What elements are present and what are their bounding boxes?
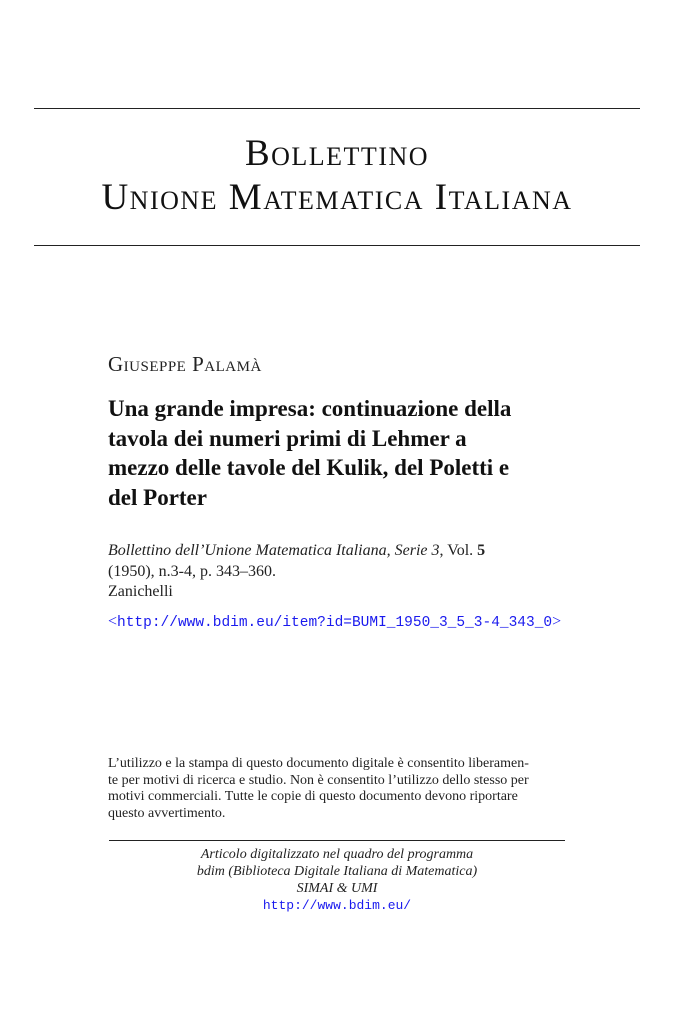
colophon bbox=[109, 846, 565, 914]
url-close-bracket: > bbox=[552, 613, 562, 630]
article-title-line: del Porter bbox=[108, 484, 207, 510]
notice-line: motivi commerciali. Tutte le copie di questo documento devono riportare bbox=[108, 789, 518, 804]
journal-title-line-1: Bollettino bbox=[244, 133, 430, 174]
article-title-line: mezzo delle tavole del Kulik, del Poletti e bbox=[108, 455, 510, 480]
colophon-line-3: SIMAI & UMI bbox=[296, 881, 378, 896]
journal-title bbox=[34, 132, 640, 220]
top-divider bbox=[34, 108, 640, 109]
url-open-bracket: < bbox=[108, 613, 118, 630]
article-url-link[interactable]: http://www.bdim.eu/item?id=BUMI_1950_3_5_3-4_343_0 bbox=[117, 615, 553, 631]
article-title-line: tavola dei numeri primi di Lehmer a bbox=[108, 425, 467, 451]
article-title bbox=[108, 394, 578, 512]
notice-line: te per motivi di ricerca e studio. Non è consentito l’utilizzo dello stesso per bbox=[108, 772, 529, 788]
colophon-line-2: bdim (Biblioteca Digitale Italiana di Matematica) bbox=[196, 864, 478, 879]
footer-divider bbox=[109, 840, 565, 841]
colophon-line-1: Articolo digitalizzato nel quadro del programma bbox=[200, 847, 474, 862]
notice-line: L’utilizzo e la stampa di questo documento digitale è consentito liberamen- bbox=[108, 756, 529, 771]
citation-details: (1950), n.3-4, p. 343–360. bbox=[108, 563, 276, 580]
publisher: Zanichelli bbox=[108, 583, 173, 600]
author-name: Giuseppe Palamà bbox=[108, 352, 262, 376]
header-divider bbox=[34, 245, 640, 246]
article-title-line: Una grande impresa: continuazione della bbox=[108, 396, 512, 421]
citation bbox=[108, 540, 578, 582]
journal-title-line-2: Unione Matematica Italiana bbox=[101, 177, 573, 218]
article-url-line bbox=[108, 612, 561, 631]
usage-notice bbox=[108, 756, 568, 822]
citation-journal: Bollettino dell’Unione Matematica Italiana, Serie 3 bbox=[108, 542, 440, 559]
bdim-home-link[interactable]: http://www.bdim.eu/ bbox=[262, 898, 412, 913]
notice-line: questo avvertimento. bbox=[108, 805, 226, 821]
citation-volume: 5 bbox=[477, 542, 486, 559]
citation-vol-label: , Vol. bbox=[439, 542, 478, 559]
